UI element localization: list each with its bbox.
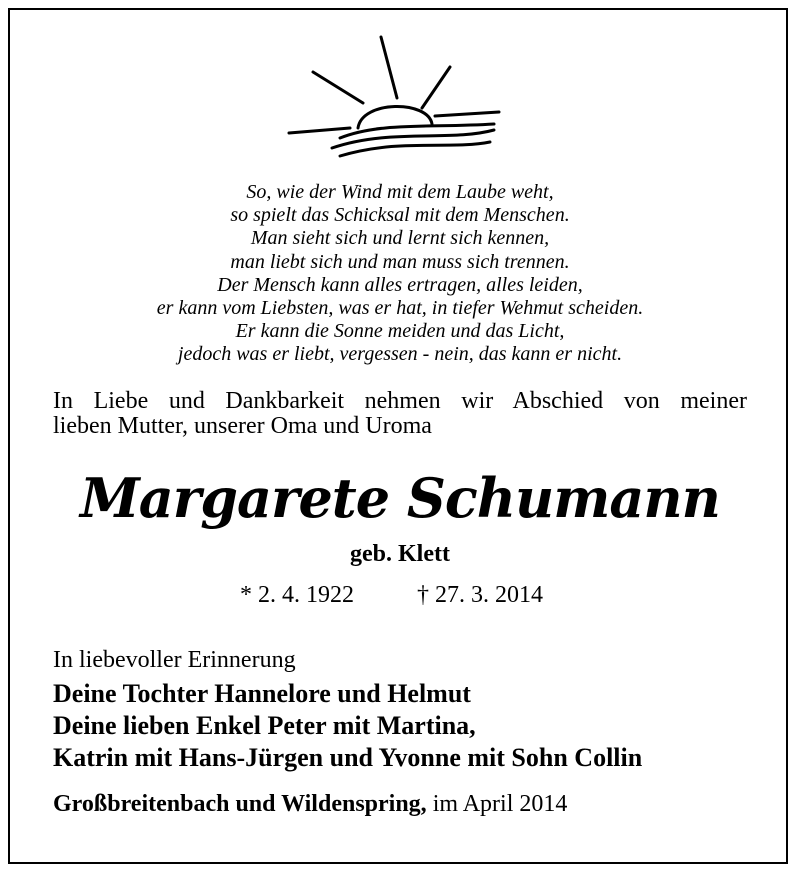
poem-line: So, wie der Wind mit dem Laube weht, (246, 181, 554, 203)
closing-line (53, 790, 567, 818)
closing-date: im April 2014 (426, 791, 568, 817)
sun-over-waves-icon (280, 30, 510, 170)
poem-line: Man sieht sich und lernt sich kennen, (250, 227, 550, 250)
death-date: † 27. 3. 2014 (417, 582, 543, 608)
family-line: Deine Tochter Hannelore und Helmut (53, 679, 471, 708)
family-line: Deine lieben Enkel Peter mit Martina, (53, 711, 476, 740)
poem-line: man liebt sich und man muss sich trennen. (230, 250, 570, 273)
remembrance-line: In liebevoller Erinnerung (53, 647, 296, 673)
intro-line: lieben Mutter, unserer Oma und Uroma (53, 413, 432, 439)
poem-line: jedoch was er liebt, vergessen - nein, das kann er nicht. (177, 343, 623, 366)
intro-text (53, 389, 747, 439)
poem-line: Der Mensch kann alles ertragen, alles leiden, (217, 273, 583, 296)
family-line: Katrin mit Hans-Jürgen und Yvonne mit Sohn Collin (53, 743, 643, 772)
closing-places: Großbreitenbach und Wildenspring, (53, 791, 427, 817)
deceased-name: Margarete Schumann (80, 466, 720, 530)
poem-line: so spielt das Schicksal mit dem Menschen. (230, 204, 570, 227)
maiden-name: geb. Klett (350, 541, 450, 567)
intro-line: In Liebe und Dankbarkeit nehmen wir Abschied von meiner (53, 388, 747, 414)
poem-line: er kann vom Liebsten, was er hat, in tiefer Wehmut scheiden. (156, 297, 644, 320)
poem-line: Er kann die Sonne meiden und das Licht, (235, 320, 565, 343)
poem (0, 181, 800, 367)
birth-date: * 2. 4. 1922 (240, 582, 354, 608)
family-list (53, 678, 642, 774)
